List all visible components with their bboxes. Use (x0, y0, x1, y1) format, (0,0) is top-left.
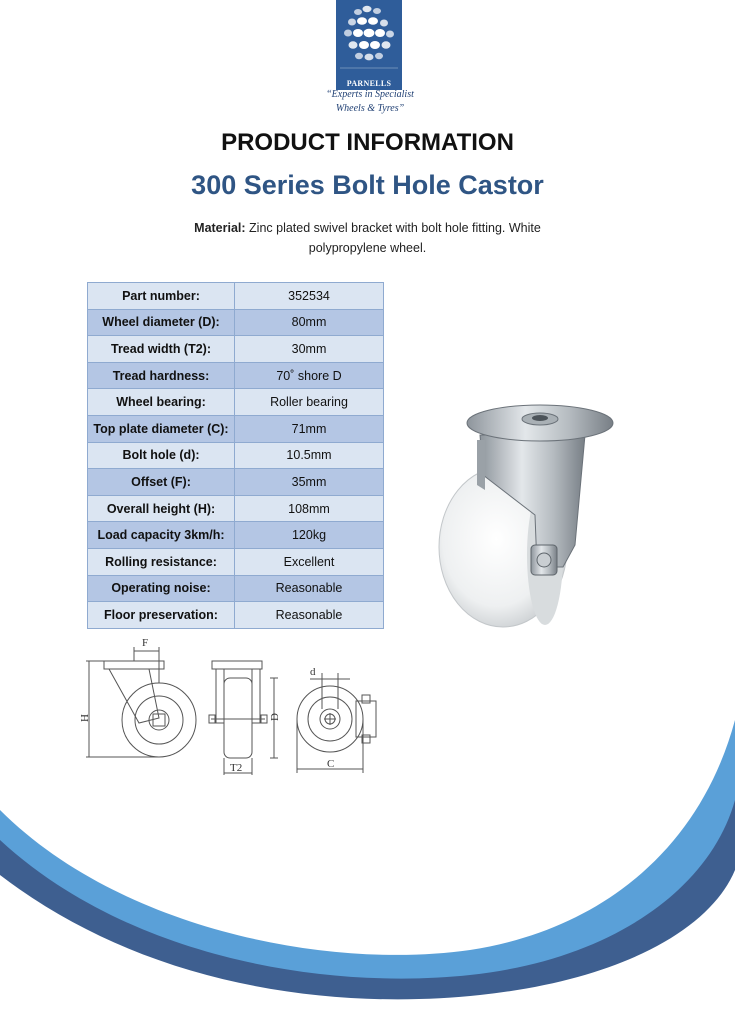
spec-value: Excellent (235, 548, 384, 575)
spec-row (88, 495, 384, 522)
footer-swoosh (0, 690, 735, 1024)
spec-row (88, 522, 384, 549)
spec-label: Offset (F): (88, 469, 235, 496)
parnells-logo (336, 0, 402, 90)
product-title: 300 Series Bolt Hole Castor (191, 170, 544, 200)
spec-value: 120kg (235, 522, 384, 549)
spec-label: Floor preservation: (88, 602, 235, 629)
spec-label: Bolt hole (d): (88, 442, 235, 469)
spec-row (88, 442, 384, 469)
spec-row (88, 283, 384, 310)
dim-label-d-wheel: D (269, 713, 281, 721)
dim-label-f: F (142, 637, 149, 649)
logo-emblem-icon (336, 0, 402, 76)
spec-value: Reasonable (235, 602, 384, 629)
axle-nut (531, 545, 557, 575)
spec-row (88, 309, 384, 336)
tagline-line-1: “Experts in Specialist (326, 89, 414, 100)
tagline-line-2: Wheels & Tyres” (335, 103, 405, 114)
castor-top-plate (467, 405, 613, 441)
spec-value: 35mm (235, 469, 384, 496)
spec-value: 71mm (235, 415, 384, 442)
spec-label: Overall height (H): (88, 495, 235, 522)
castor-photo (435, 395, 635, 640)
spec-value: 80mm (235, 309, 384, 336)
spec-value: 108mm (235, 495, 384, 522)
material-description (170, 218, 565, 258)
spec-value: 10.5mm (235, 442, 384, 469)
dim-label-d-bolt: d (310, 666, 316, 678)
page-title: PRODUCT INFORMATION (221, 129, 514, 156)
spec-label: Tread hardness: (88, 362, 235, 389)
spec-value: Roller bearing (235, 389, 384, 416)
spec-row (88, 469, 384, 496)
spec-row (88, 415, 384, 442)
spec-label: Wheel diameter (D): (88, 309, 235, 336)
spec-value: 352534 (235, 283, 384, 310)
spec-value: 30mm (235, 336, 384, 363)
spec-row (88, 389, 384, 416)
logo-brand-text: PARNELLS (346, 79, 392, 88)
spec-label: Top plate diameter (C): (88, 415, 235, 442)
spec-row (88, 548, 384, 575)
spec-row (88, 575, 384, 602)
spec-row (88, 336, 384, 363)
spec-label: Tread width (T2): (88, 336, 235, 363)
spec-row (88, 362, 384, 389)
material-text: Zinc plated swivel bracket with bolt hole fitting. White polypropylene wheel. (245, 221, 541, 255)
spec-value: Reasonable (235, 575, 384, 602)
spec-value: 70˚ shore D (235, 362, 384, 389)
material-label: Material: (194, 221, 246, 235)
spec-table (87, 282, 384, 629)
dim-label-t2: T2 (230, 762, 243, 774)
dim-label-h: H (79, 714, 91, 722)
spec-label: Part number: (88, 283, 235, 310)
spec-row (88, 602, 384, 629)
spec-label: Operating noise: (88, 575, 235, 602)
spec-label: Rolling resistance: (88, 548, 235, 575)
dim-label-c: C (327, 758, 335, 770)
spec-label: Load capacity 3km/h: (88, 522, 235, 549)
spec-label: Wheel bearing: (88, 389, 235, 416)
